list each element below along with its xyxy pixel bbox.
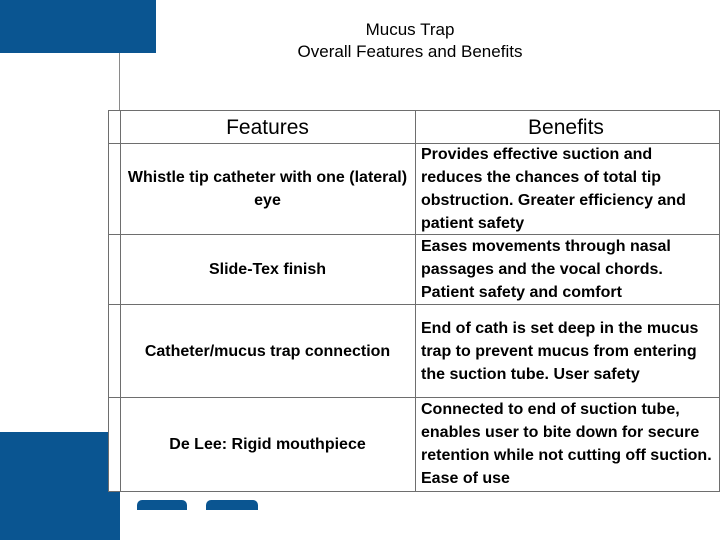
feature-cell: Catheter/mucus trap connection bbox=[144, 342, 391, 360]
corner-accent-block bbox=[0, 0, 156, 53]
features-header: Features bbox=[226, 115, 309, 139]
benefit-cell: Eases movements through nasal passages and the vocal chords. Patient safety and comfort bbox=[421, 238, 671, 301]
table-column-divider bbox=[415, 110, 416, 492]
slide-subtitle: Overall Features and Benefits bbox=[297, 42, 523, 61]
benefit-cell: Connected to end of suction tube, enables user to bite down for secure retention while not cutting off suction. Ease of use bbox=[421, 401, 712, 487]
benefit-cell: End of cath is set deep in the mucus trap to prevent mucus from entering the suction tube. User safety bbox=[421, 319, 699, 383]
benefit-cell: Provides effective suction and reduces the chances of total tip obstruction. Greater efficiency and patient safety bbox=[421, 146, 686, 232]
feature-cell: Whistle tip catheter with one (lateral) eye bbox=[127, 169, 408, 209]
feature-cell: Slide-Tex finish bbox=[208, 261, 327, 278]
benefits-header: Benefits bbox=[528, 115, 604, 139]
slide-title: Mucus Trap bbox=[365, 20, 455, 39]
bottom-tab-2 bbox=[206, 500, 258, 510]
feature-cell: De Lee: Rigid mouthpiece bbox=[169, 435, 366, 453]
bottom-tab-1 bbox=[137, 500, 187, 510]
